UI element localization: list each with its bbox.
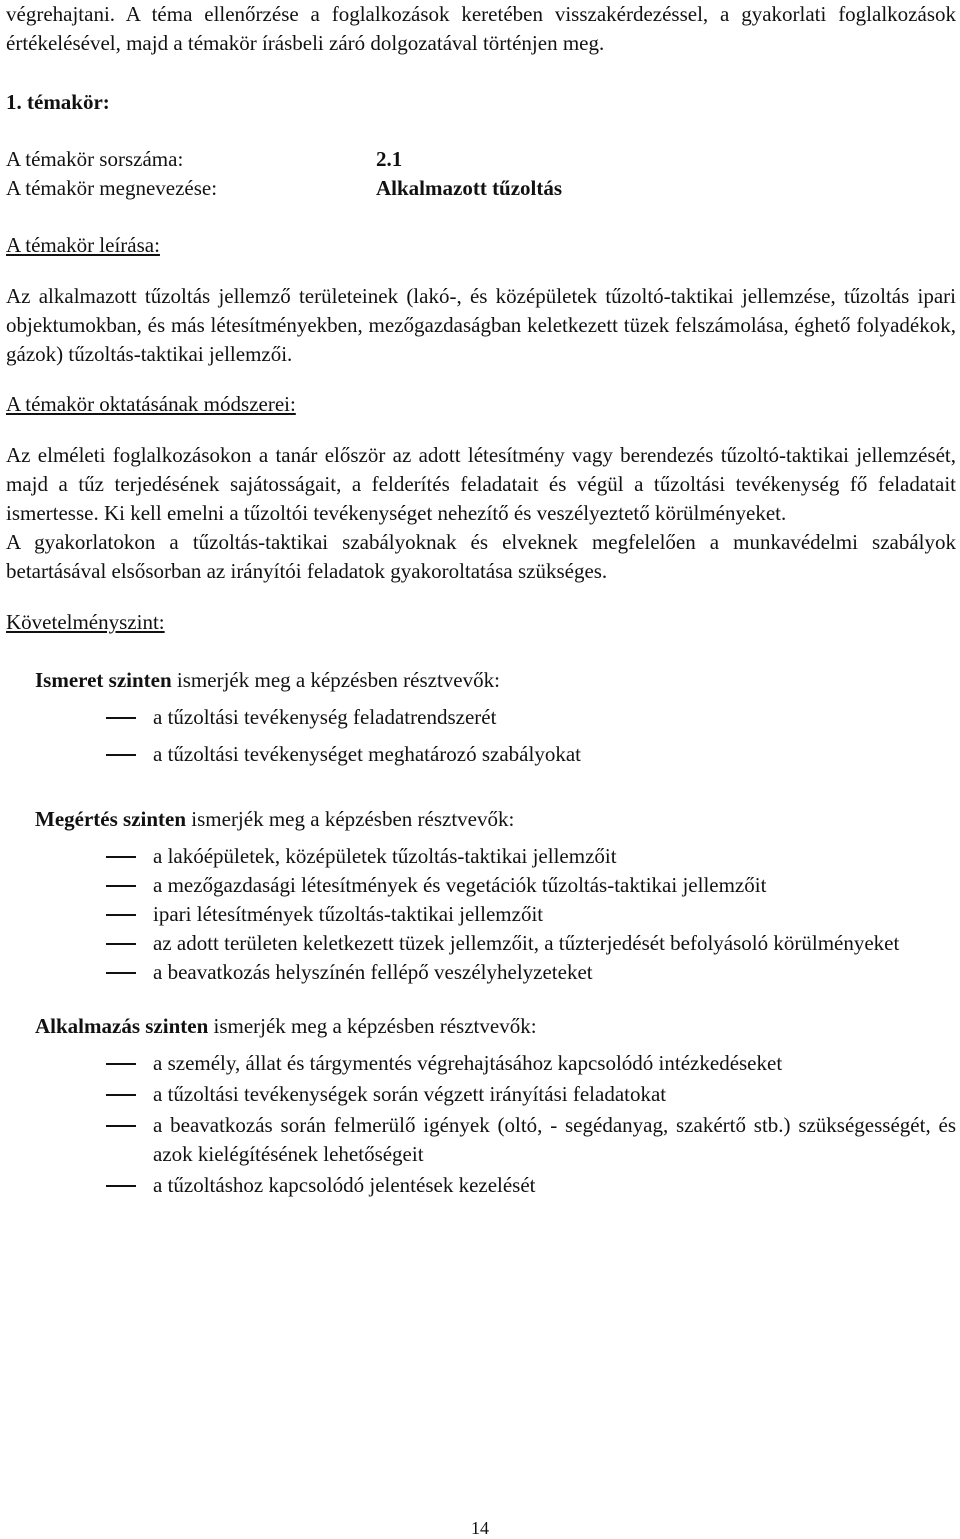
dash-bullet-icon — [6, 703, 153, 732]
level-understanding — [6, 805, 956, 834]
list-item-text: a lakóépületek, középületek tűzoltás-taktikai jellemzőit — [153, 844, 617, 868]
list-item — [6, 1049, 956, 1078]
dash-bullet-icon — [6, 1049, 153, 1078]
description-text: Az alkalmazott tűzoltás jellemző területeinek (lakó-, és középületek tűzoltó-taktikai jellemzése, tűzoltás ipari objektumokban, és más létesítményekben, mezőgazdaságban keletkezett tüzek felszámolása, éghető folyadékok, gázok) tűzoltás-taktikai jellemzői. — [6, 284, 956, 366]
list-item — [6, 740, 956, 769]
level-title: Alkalmazás szinten — [35, 1014, 209, 1038]
dash-bullet-icon — [6, 740, 153, 769]
topic-name-label: A témakör megnevezése: — [6, 176, 218, 200]
topic-number-row — [6, 145, 956, 174]
dash-bullet-icon — [6, 871, 153, 900]
level-text: ismerjék meg a képzésben résztvevők: — [171, 668, 500, 692]
methods-paragraph-2: A gyakorlatokon a tűzoltás-taktikai szabályoknak és elveknek megfelelően a munkavédelmi szabályok betartásával elsősorban az irányítói feladatok gyakoroltatása szükséges. — [6, 530, 956, 583]
list-item-text: a tűzoltási tevékenységek során végzett irányítási feladatokat — [153, 1082, 667, 1106]
list-item-text: a beavatkozás helyszínén fellépő veszélyhelyzeteket — [153, 960, 593, 984]
list-item-text: a beavatkozás során felmerülő igények (oltó, - segédanyag, szakértő stb.) szükségességét, és azok kielégítésének lehetőségeit — [153, 1113, 956, 1166]
list-item — [6, 929, 956, 958]
level-title: Megértés szinten — [35, 807, 187, 831]
list-item-text: a személy, állat és tárgymentés végrehajtásához kapcsolódó intézkedéseket — [153, 1051, 783, 1075]
topic-meta — [6, 145, 956, 203]
understanding-list — [6, 842, 956, 987]
list-item-text: az adott területen keletkezett tüzek jellemzőit, a tűzterjedését befolyásoló körülményeket — [153, 931, 900, 955]
list-item — [6, 1080, 956, 1109]
level-application — [6, 1012, 956, 1041]
description-heading: A témakör leírása: — [6, 233, 160, 257]
level-title: Ismeret szinten — [35, 668, 172, 692]
document-page — [6, 0, 956, 1200]
dash-bullet-icon — [6, 1080, 153, 1109]
level-knowledge — [6, 666, 956, 695]
level-heading — [35, 666, 956, 695]
dash-bullet-icon — [6, 1111, 153, 1140]
section-heading: 1. témakör: — [6, 90, 110, 114]
requirements-heading: Követelményszint: — [6, 610, 165, 634]
dash-bullet-icon — [6, 929, 153, 958]
dash-bullet-icon — [6, 958, 153, 987]
list-item-text: a tűzoltási tevékenységet meghatározó szabályokat — [153, 742, 581, 766]
topic-name-value: Alkalmazott tűzoltás — [376, 176, 563, 200]
level-heading — [35, 1012, 956, 1041]
list-item — [6, 1111, 956, 1169]
knowledge-list — [6, 703, 956, 769]
list-item-text: a mezőgazdasági létesítmények és vegetációk tűzoltás-taktikai jellemzőit — [153, 873, 767, 897]
list-item — [6, 703, 956, 732]
topic-number-value: 2.1 — [376, 147, 403, 171]
list-item — [6, 958, 956, 987]
topic-number-label: A témakör sorszáma: — [6, 147, 184, 171]
intro-paragraph: végrehajtani. A téma ellenőrzése a foglalkozások keretében visszakérdezéssel, a gyakorlati foglalkozások értékelésével, majd a témakör írásbeli záró dolgozatával történjen meg. — [6, 2, 956, 55]
methods-paragraph-1: Az elméleti foglalkozásokon a tanár először az adott létesítmény vagy berendezés tűzoltó-taktikai jellemzését, majd a tűz terjedésének sajátosságait, a felderítés feladatait és végül a tűzoltási tevékenység fő feladatait ismertesse. Ki kell emelni a tűzoltói tevékenységet nehezítő és veszélyeztető körülményeket. — [6, 443, 956, 525]
list-item-text: a tűzoltási tevékenység feladatrendszerét — [153, 705, 497, 729]
level-heading — [35, 805, 956, 834]
level-text: ismerjék meg a képzésben résztvevők: — [186, 807, 515, 831]
page-number: 14 — [471, 1518, 489, 1538]
dash-bullet-icon — [6, 1171, 153, 1200]
application-list — [6, 1049, 956, 1200]
list-item-text: ipari létesítmények tűzoltás-taktikai jellemzőit — [153, 902, 544, 926]
list-item — [6, 900, 956, 929]
level-text: ismerjék meg a képzésben résztvevők: — [208, 1014, 537, 1038]
dash-bullet-icon — [6, 842, 153, 871]
list-item — [6, 842, 956, 871]
list-item — [6, 1171, 956, 1200]
topic-name-row — [6, 174, 956, 203]
list-item — [6, 871, 956, 900]
dash-bullet-icon — [6, 900, 153, 929]
methods-heading: A témakör oktatásának módszerei: — [6, 392, 296, 416]
list-item-text: a tűzoltáshoz kapcsolódó jelentések kezelését — [153, 1173, 536, 1197]
